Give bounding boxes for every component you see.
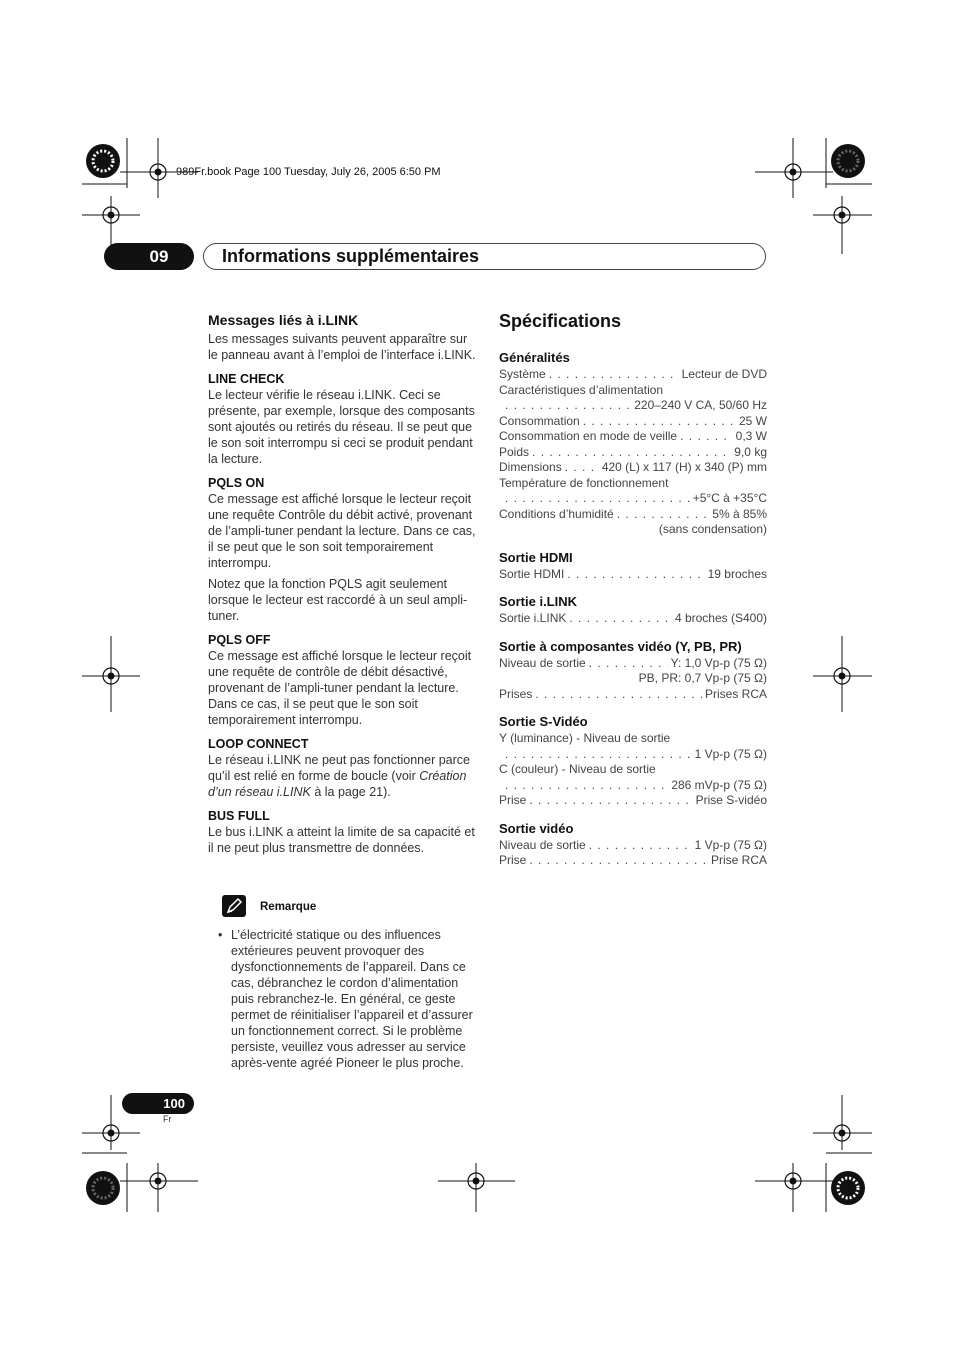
spec-value: 286 mVp-p (75 Ω)	[671, 777, 767, 792]
spec-value: 0,3 W	[735, 429, 767, 443]
spec-value: Prises RCA	[704, 686, 767, 701]
spec-value: PB, PR: 0,7 Vp-p (75 Ω)	[638, 671, 767, 685]
spec-row	[499, 853, 767, 869]
section-text: Ce message est affiché lorsque le lecteur reçoit une requête Contrôle du débit activé, provenant de l’ampli-tuner pendant la lecture. Dans ce cas, il se peut que le son soit temporairement interrompu.	[208, 492, 476, 570]
spec-row	[499, 398, 767, 414]
spec-value: +5°C à +35°C	[692, 491, 767, 505]
spec-row	[499, 793, 767, 809]
chapter-title: Informations supplémentaires	[203, 243, 766, 270]
spec-key: Conditions d’humidité	[499, 506, 614, 521]
spec-key: Poids	[499, 444, 530, 459]
spec-row	[499, 838, 767, 854]
spec-label: C (couleur) - Niveau de sortie	[499, 762, 656, 776]
spec-row	[499, 656, 767, 672]
spec-key: Sortie i.LINK	[499, 611, 567, 625]
specifications-title: Spécifications	[499, 311, 622, 331]
print-header: 989Fr.book Page 100 Tuesday, July 26, 2005 6:50 PM	[176, 166, 441, 178]
spec-key: Prise	[499, 793, 527, 807]
left-column	[208, 312, 476, 856]
section-heading: PQLS ON	[208, 476, 265, 490]
spec-value: 4 broches (S400)	[674, 611, 767, 625]
ilink-messages-title: Messages liés à i.LINK	[208, 312, 359, 328]
ilink-intro: Les messages suivants peuvent apparaître sur le panneau avant à l’emploi de l’interface i.LINK.	[208, 332, 476, 362]
spec-row	[499, 567, 767, 583]
section-heading: BUS FULL	[208, 809, 270, 823]
text-part: à la page 21).	[310, 785, 391, 799]
spec-key: Consommation	[499, 413, 580, 428]
section-text: Ce message est affiché lorsque le lecteur reçoit une requête de contrôle de débit désactivé, provenant de l’ampli-tuner pendant la lecture. Dans ce cas, il se peut que le son soit temporairement interrompu.	[208, 649, 472, 727]
spec-label: Y (luminance) - Niveau de sortie	[499, 731, 671, 745]
section-text: Le bus i.LINK a atteint la limite de sa capacité et il ne peut plus transmettre de données.	[208, 825, 475, 855]
section-text	[208, 752, 476, 800]
spec-value: Y: 1,0 Vp-p (75 Ω)	[670, 655, 767, 670]
spec-value: 19 broches	[707, 566, 767, 581]
pencil-icon	[222, 895, 246, 917]
specifications-column	[499, 311, 767, 869]
section-heading: LOOP CONNECT	[208, 737, 309, 751]
spec-key: Consommation en mode de veille	[499, 429, 678, 443]
spec-row	[499, 429, 767, 445]
spec-row	[499, 445, 767, 461]
cross-reference: Création d’un réseau i.LINK	[208, 769, 467, 799]
chapter-number: 09	[104, 243, 194, 270]
component-heading: Sortie à composantes vidéo (Y, PB, PR)	[499, 638, 742, 654]
spec-value: Prise RCA	[710, 853, 767, 867]
spec-value: 420 (L) x 117 (H) x 340 (P) mm	[601, 460, 767, 474]
general-heading: Généralités	[499, 350, 570, 365]
spec-key: Prises	[499, 686, 533, 701]
spec-key: Niveau de sortie	[499, 655, 586, 670]
spec-key: Niveau de sortie	[499, 837, 586, 852]
spec-value: 1 Vp-p (75 Ω)	[694, 837, 767, 852]
spec-key: Dimensions	[499, 460, 562, 474]
spec-row	[499, 747, 767, 763]
page-number: 100	[122, 1093, 194, 1114]
section-heading: PQLS OFF	[208, 633, 271, 647]
language-code: Fr	[163, 1114, 172, 1124]
spec-key: Sortie HDMI	[499, 566, 565, 581]
note-text: L’électricité statique ou des influences extérieures peuvent provoquer des dysfonctionnements de l’appareil. Dans ce cas, débranchez le cordon d’alimentation puis rebranchez-le. En général, ce geste permet de réinitialiser l’appareil et d’assurer un fonctionnement correct. Si le problème persiste, veuillez vous adresser au service après-vente agréé Pioneer le plus proche.	[231, 928, 473, 1070]
spec-value: 1 Vp-p (75 Ω)	[694, 746, 767, 761]
spec-row	[499, 491, 767, 507]
section-text: Le lecteur vérifie le réseau i.LINK. Ceci se présente, par exemple, lorsque des composants sont ajoutés ou retirés du réseau. Il se peut que le son soit interrompu si ceci se produit pendant la lecture.	[208, 388, 475, 466]
spec-row	[499, 778, 767, 794]
spec-label: Température de fonctionnement	[499, 475, 669, 490]
section-heading: LINE CHECK	[208, 372, 285, 386]
spec-value: 25 W	[738, 413, 767, 428]
hdmi-heading: Sortie HDMI	[499, 549, 573, 565]
ilink-heading: Sortie i.LINK	[499, 594, 578, 609]
spec-row	[499, 507, 767, 523]
spec-row	[499, 687, 767, 703]
spec-key: Système	[499, 367, 546, 381]
svideo-heading: Sortie S-Vidéo	[499, 714, 588, 729]
spec-row	[499, 460, 767, 476]
spec-label: Caractéristiques d’alimentation	[499, 382, 664, 397]
spec-value: Lecteur de DVD	[681, 367, 767, 381]
text-part: Le réseau i.LINK ne peut pas fonctionner parce qu’il est relié en forme de boucle (voir	[208, 753, 470, 783]
bullet: •	[218, 928, 223, 942]
spec-value: Prise S-vidéo	[695, 793, 767, 807]
note-label: Remarque	[260, 901, 317, 913]
spec-value: 5% à 85%	[712, 506, 767, 521]
spec-row	[499, 414, 767, 430]
video-heading: Sortie vidéo	[499, 820, 574, 836]
spec-row	[499, 611, 767, 627]
spec-key: Prise	[499, 853, 527, 867]
spec-note: (sans condensation)	[658, 522, 767, 536]
section-text: Notez que la fonction PQLS agit seulement lorsque le lecteur est raccordé à un seul ampli-tuner.	[208, 577, 468, 623]
spec-value: 220–240 V CA, 50/60 Hz	[634, 398, 767, 412]
spec-value: 9,0 kg	[734, 444, 767, 459]
spec-row	[499, 367, 767, 383]
